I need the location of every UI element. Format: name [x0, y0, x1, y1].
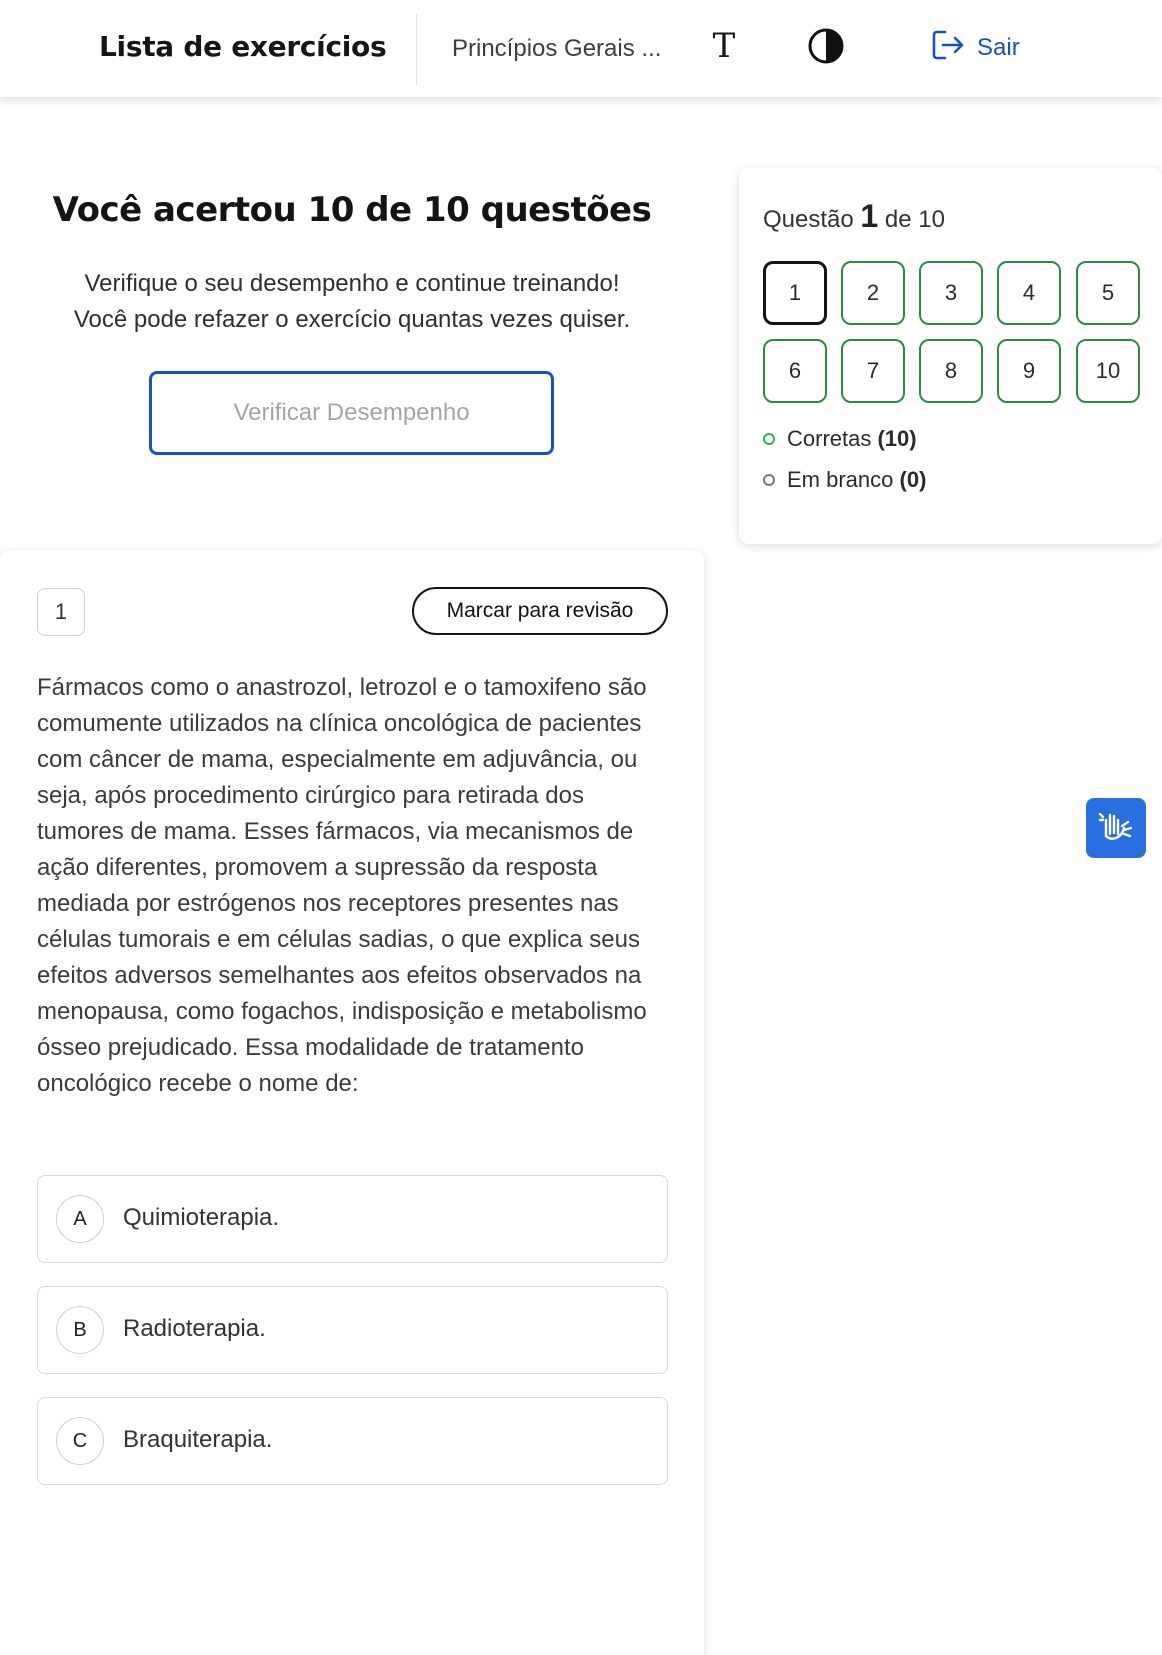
- current-question-label: Questão 1 de 10: [763, 198, 945, 234]
- question-card: [0, 550, 704, 1655]
- question-button-1[interactable]: 1: [763, 261, 827, 325]
- result-message: [0, 266, 704, 338]
- result-line-2: Você pode refazer o exercício quantas vezes quiser.: [73, 306, 631, 333]
- option-text: Quimioterapia.: [123, 1204, 280, 1231]
- blank-dot-icon: [763, 474, 775, 486]
- option-letter: A: [56, 1195, 104, 1243]
- question-navigator: [739, 168, 1162, 544]
- option-text: Braquiterapia.: [123, 1426, 273, 1453]
- question-button-4[interactable]: 4: [997, 261, 1061, 325]
- question-button-8[interactable]: 8: [919, 339, 983, 403]
- sign-language-button[interactable]: [1086, 798, 1146, 858]
- legend-correct: Corretas (10): [763, 426, 917, 452]
- question-button-7[interactable]: 7: [841, 339, 905, 403]
- correct-dot-icon: [763, 433, 775, 445]
- question-button-10[interactable]: 10: [1076, 339, 1140, 403]
- subject-title[interactable]: Princípios Gerais ...: [452, 35, 662, 62]
- question-button-2[interactable]: 2: [841, 261, 905, 325]
- text-size-icon[interactable]: T: [712, 26, 736, 66]
- contrast-icon[interactable]: [806, 26, 846, 66]
- option-c[interactable]: [37, 1397, 668, 1485]
- sign-language-icon: [1096, 806, 1136, 851]
- question-button-6[interactable]: 6: [763, 339, 827, 403]
- option-letter: C: [56, 1417, 104, 1465]
- logout-button[interactable]: [931, 30, 1020, 66]
- option-letter: B: [56, 1306, 104, 1354]
- result-line-1: Verifique o seu desempenho e continue treinando!: [84, 270, 620, 297]
- legend-blank: Em branco (0): [763, 467, 926, 493]
- option-text: Radioterapia.: [123, 1315, 266, 1342]
- question-text: Fármacos como o anastrozol, letrozol e o tamoxifeno são comumente utilizados na clínica oncológica de pacientes com câncer de mama, especialmente em adjuvância, ou seja, após procedimento cirúrgico para retirada dos tumores de mama. Esses fármacos, via mecanismos de ação diferentes, promovem a supressão da resposta mediada por estrógenos nos receptores presentes nas células tumorais e em células sadias, o que explica seus efeitos adversos semelhantes aos efeitos observados na menopausa, como fogachos, indisposição e metabolismo ósseo prejudicado. Essa modalidade de tratamento oncológico recebe o nome de:: [37, 674, 647, 1097]
- mark-for-review-button[interactable]: Marcar para revisão: [412, 587, 668, 635]
- logout-label: Sair: [977, 34, 1020, 61]
- option-b[interactable]: [37, 1286, 668, 1374]
- top-bar: [0, 0, 1162, 97]
- question-number-badge: 1: [37, 588, 85, 636]
- result-title: Você acertou 10 de 10 questões: [52, 190, 652, 230]
- question-button-5[interactable]: 5: [1076, 261, 1140, 325]
- verify-performance-button[interactable]: Verificar Desempenho: [149, 371, 554, 455]
- header-divider: [416, 14, 417, 86]
- app-title: Lista de exercícios: [99, 30, 387, 63]
- question-button-9[interactable]: 9: [997, 339, 1061, 403]
- logout-icon: [931, 28, 965, 69]
- question-button-3[interactable]: 3: [919, 261, 983, 325]
- option-a[interactable]: [37, 1175, 668, 1263]
